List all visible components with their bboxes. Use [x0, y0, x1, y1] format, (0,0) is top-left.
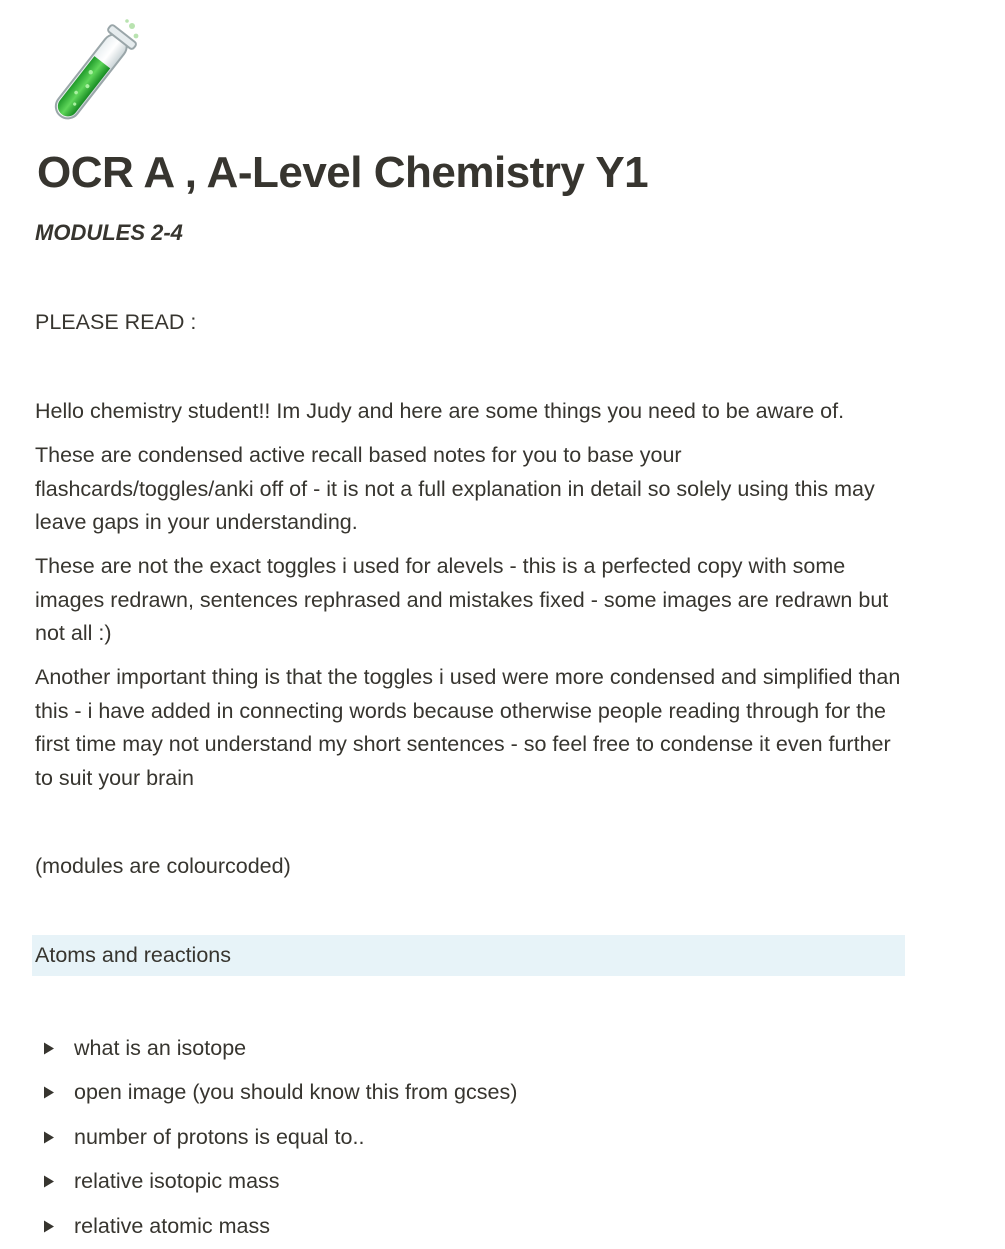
- toggle-arrow-icon[interactable]: [35, 1175, 74, 1188]
- intro-paragraph-3: These are not the exact toggles i used for alevels - this is a perfected copy with some images redrawn, sentences rephrased and mistakes fixed - some images are redrawn but not all :): [35, 554, 889, 645]
- toggle-arrow-icon[interactable]: [35, 1220, 74, 1233]
- intro-paragraph-2: These are condensed active recall based notes for you to base your flashcards/toggles/anki off of - it is not a full explanation in detail so solely using this may leave gaps in your understanding.: [35, 443, 875, 534]
- toggle-label: relative atomic mass: [74, 1213, 270, 1238]
- toggle-item[interactable]: [35, 1026, 905, 1071]
- toggle-label: what is an isotope: [74, 1035, 247, 1060]
- section-heading-label: Atoms and reactions: [35, 943, 231, 967]
- toggle-arrow-icon[interactable]: [35, 1042, 74, 1055]
- intro-paragraph-1: Hello chemistry student!! Im Judy and here are some things you need to be aware of.: [35, 399, 845, 423]
- page-title: OCR A , A-Level Chemistry Y1: [37, 148, 649, 197]
- toggle-arrow-icon[interactable]: [35, 1131, 74, 1144]
- please-read-text: PLEASE READ :: [35, 310, 197, 334]
- modules-note: (modules are colourcoded): [35, 854, 291, 878]
- subtitle: MODULES 2-4: [35, 220, 183, 245]
- section-heading-atoms-and-reactions: [32, 935, 905, 976]
- toggle-label: open image (you should know this from gcses): [74, 1080, 518, 1105]
- toggle-label: number of protons is equal to..: [74, 1124, 365, 1149]
- intro-paragraph-4: Another important thing is that the toggles i used were more condensed and simplified than this - i have added in connecting words because otherwise people reading through for the first time may not understand my short sentences - so feel free to condense it even further to suit your brain: [35, 665, 901, 790]
- toggle-item[interactable]: [35, 1115, 905, 1160]
- toggle-arrow-icon[interactable]: [35, 1086, 74, 1099]
- toggle-item[interactable]: [35, 1204, 905, 1249]
- toggle-label: relative isotopic mass: [74, 1169, 280, 1194]
- test-tube-icon[interactable]: [35, 18, 145, 133]
- toggle-item[interactable]: [35, 1071, 905, 1116]
- toggle-item[interactable]: [35, 1160, 905, 1205]
- toggle-list: [35, 1026, 905, 1249]
